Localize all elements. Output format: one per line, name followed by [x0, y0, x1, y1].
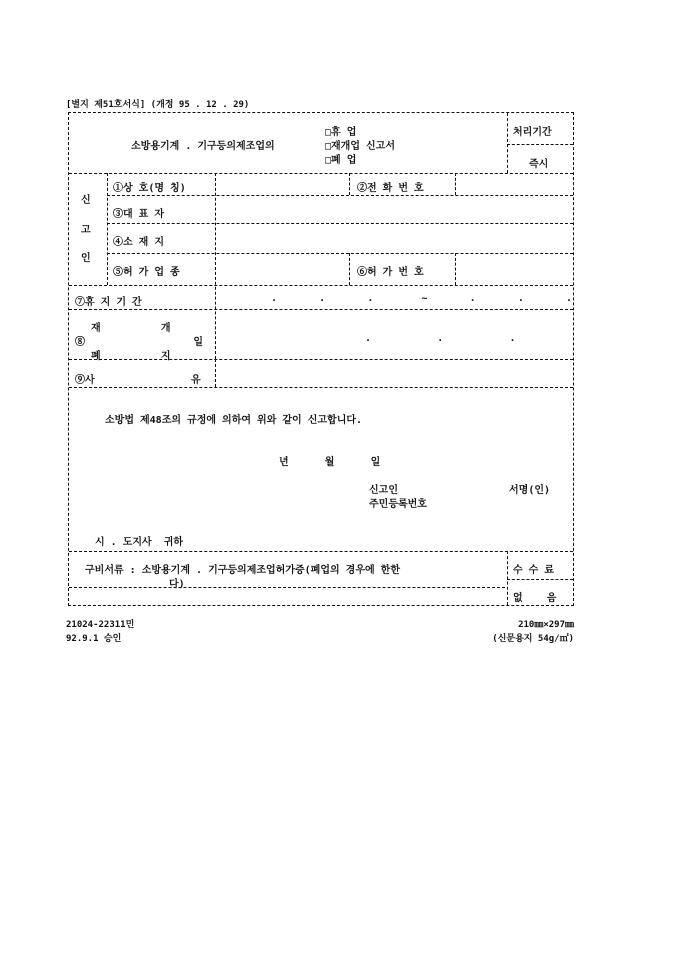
business-name-label: ①상 호(명 칭): [113, 183, 186, 194]
signature-label: 서명(인): [509, 485, 551, 496]
required-documents-cont: 다): [169, 579, 185, 590]
resume-date-value: . . .: [365, 333, 516, 344]
col-line: [455, 253, 456, 285]
footer-paper-size: 210㎜×297㎜: [518, 620, 574, 630]
declaration-text: 소방법 제48조의 규정에 의하여 위와 같이 신고합니다.: [105, 415, 363, 426]
suspension-period-value: . . . ~ . . .: [271, 293, 573, 304]
footer-paper-type: (신문용지 54g/㎡): [492, 634, 574, 644]
footer-approval: 92.9.1 승인: [66, 634, 122, 644]
suspension-period-label: ⑦휴 지 기 간: [75, 297, 142, 308]
reason-label: ⑨사 유: [75, 375, 201, 386]
col-line: [215, 359, 216, 387]
form-title: 소방용기계 . 기구등의제조업의: [131, 141, 275, 152]
recipient: 시 . 도지사 귀하: [95, 537, 184, 548]
representative-label: ③대 표 자: [113, 209, 165, 220]
address-label: ④소 재 지: [113, 237, 165, 248]
col-line: [215, 173, 216, 359]
resident-id-label: 주민등록번호: [369, 499, 427, 510]
row-line: [507, 579, 573, 580]
processing-rule: [507, 144, 573, 145]
row-line: [69, 387, 573, 388]
applicant-label-3: 인: [81, 253, 91, 264]
title-option-suspend: □휴 업: [325, 127, 357, 138]
title-option-close: □폐 업: [325, 155, 357, 166]
license-number-label: ⑥허 가 번 호: [357, 267, 424, 278]
required-documents: 구비서류 : 소방용기계 . 기구등의제조업허가증(폐업의 경우에 한한: [85, 565, 401, 576]
phone-label: ②전 화 번 호: [357, 183, 424, 194]
row-line: [69, 173, 573, 174]
processing-divider: [507, 113, 508, 173]
resume-label-bot: 폐 지: [91, 351, 171, 362]
col-line: [349, 253, 350, 285]
report-form: [68, 112, 574, 606]
title-option-resume: □재개업 신고서: [325, 141, 396, 152]
col-line: [349, 173, 350, 195]
form-number: [별지 제51호서식] (개정 95 . 12 . 29): [66, 100, 250, 110]
applicant-label-1: 신: [81, 195, 91, 206]
row-line: [69, 309, 573, 310]
row-line: [69, 359, 573, 360]
row-line: [107, 195, 573, 196]
row-line: [107, 223, 573, 224]
row-line: [107, 253, 573, 254]
business-type-label: ⑤허 가 업 종: [113, 267, 180, 278]
row-line: [69, 587, 505, 588]
col-line: [107, 173, 108, 285]
processing-period-value: 즉시: [529, 159, 549, 170]
applicant-sign-label: 신고인: [369, 485, 398, 496]
resume-label-mid: ⑧ 일: [75, 337, 204, 348]
row-line: [69, 285, 573, 286]
applicant-label-2: 고: [81, 225, 91, 236]
col-line: [507, 551, 508, 605]
fee-label: 수 수 료: [513, 565, 555, 576]
col-line: [455, 173, 456, 195]
resume-label-top: 재 개: [91, 323, 171, 334]
fee-value: 없 음: [513, 593, 557, 604]
footer-form-code: 21024-22311민: [66, 620, 135, 630]
row-line: [69, 551, 573, 552]
processing-period-label: 처리기간: [513, 127, 552, 138]
declaration-date: 년 월 일: [279, 457, 381, 468]
